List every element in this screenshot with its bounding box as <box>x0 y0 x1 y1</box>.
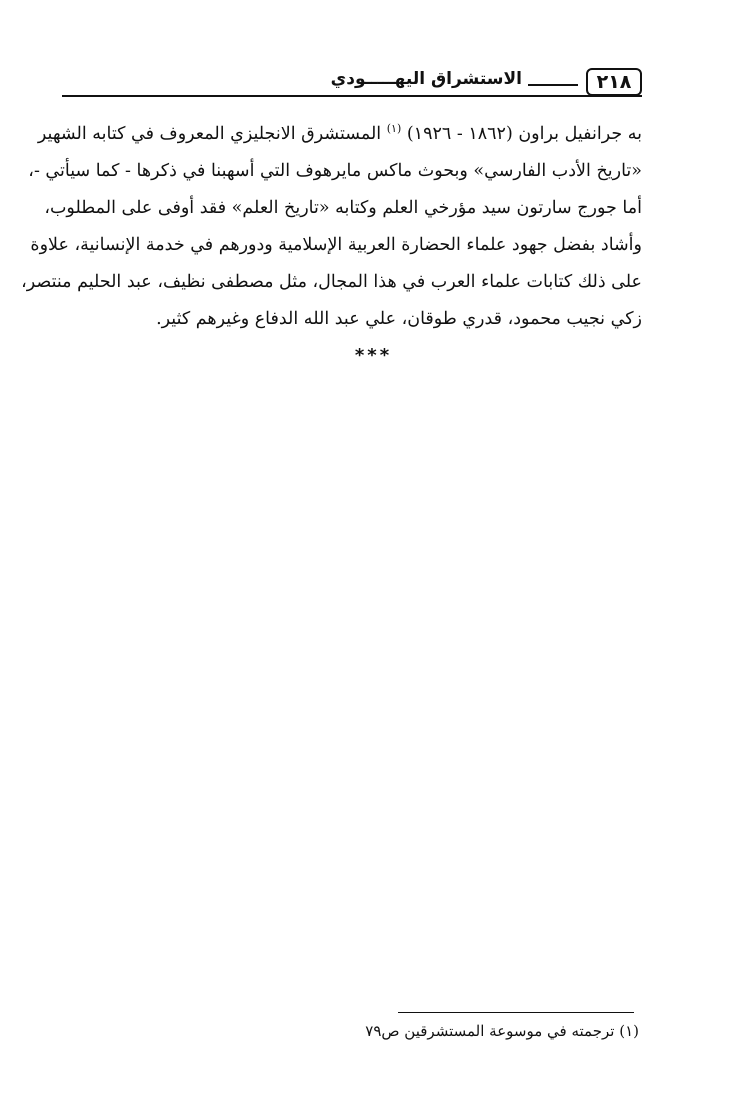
body-line <box>37 116 642 153</box>
page-number: ٢١٨ <box>586 68 642 96</box>
footnote-rule <box>398 1012 634 1013</box>
body-line: «تاريخ الأدب الفارسي» وبحوث ماكس مايرهوف التي أسهبنا في ذكرها - كما سيأتي -، <box>28 161 642 181</box>
running-header <box>62 66 642 100</box>
footnote-text: ترجمته في موسوعة المستشرقين ص٧٩ <box>365 1022 615 1040</box>
section-separator: *** <box>354 345 393 366</box>
footnote-marker: (١) <box>619 1022 639 1040</box>
body-line: وأشاد بفضل جهود علماء الحضارة العربية الإسلامية ودورهم في خدمة الإنسانية، علاوة <box>30 235 642 255</box>
running-title: الاستشراق اليهـــــودي <box>330 69 522 89</box>
footnote <box>365 1018 639 1044</box>
body-line: على ذلك كتابات علماء العرب في هذا المجال، مثل مصطفى نظيف، عبد الحليم منتصر، <box>21 272 642 292</box>
footnote-reference: (١) <box>386 122 402 136</box>
body-line: زكي نجيب محمود، قدري طوقان، علي عبد الله الدفاع وغيرهم كثير. <box>156 309 642 329</box>
body-line: أما جورج سارتون سيد مؤرخي العلم وكتابه «تاريخ العلم» فقد أوفى على المطلوب، <box>44 198 642 218</box>
header-dash <box>528 84 578 86</box>
body-line-text: به جرانفيل براون (١٨٦٢ - ١٩٢٦) <box>406 124 642 144</box>
header-rule <box>62 95 642 97</box>
body-line-text: المستشرق الانجليزي المعروف في كتابه الشهير <box>37 124 382 144</box>
body-paragraph <box>21 116 642 338</box>
